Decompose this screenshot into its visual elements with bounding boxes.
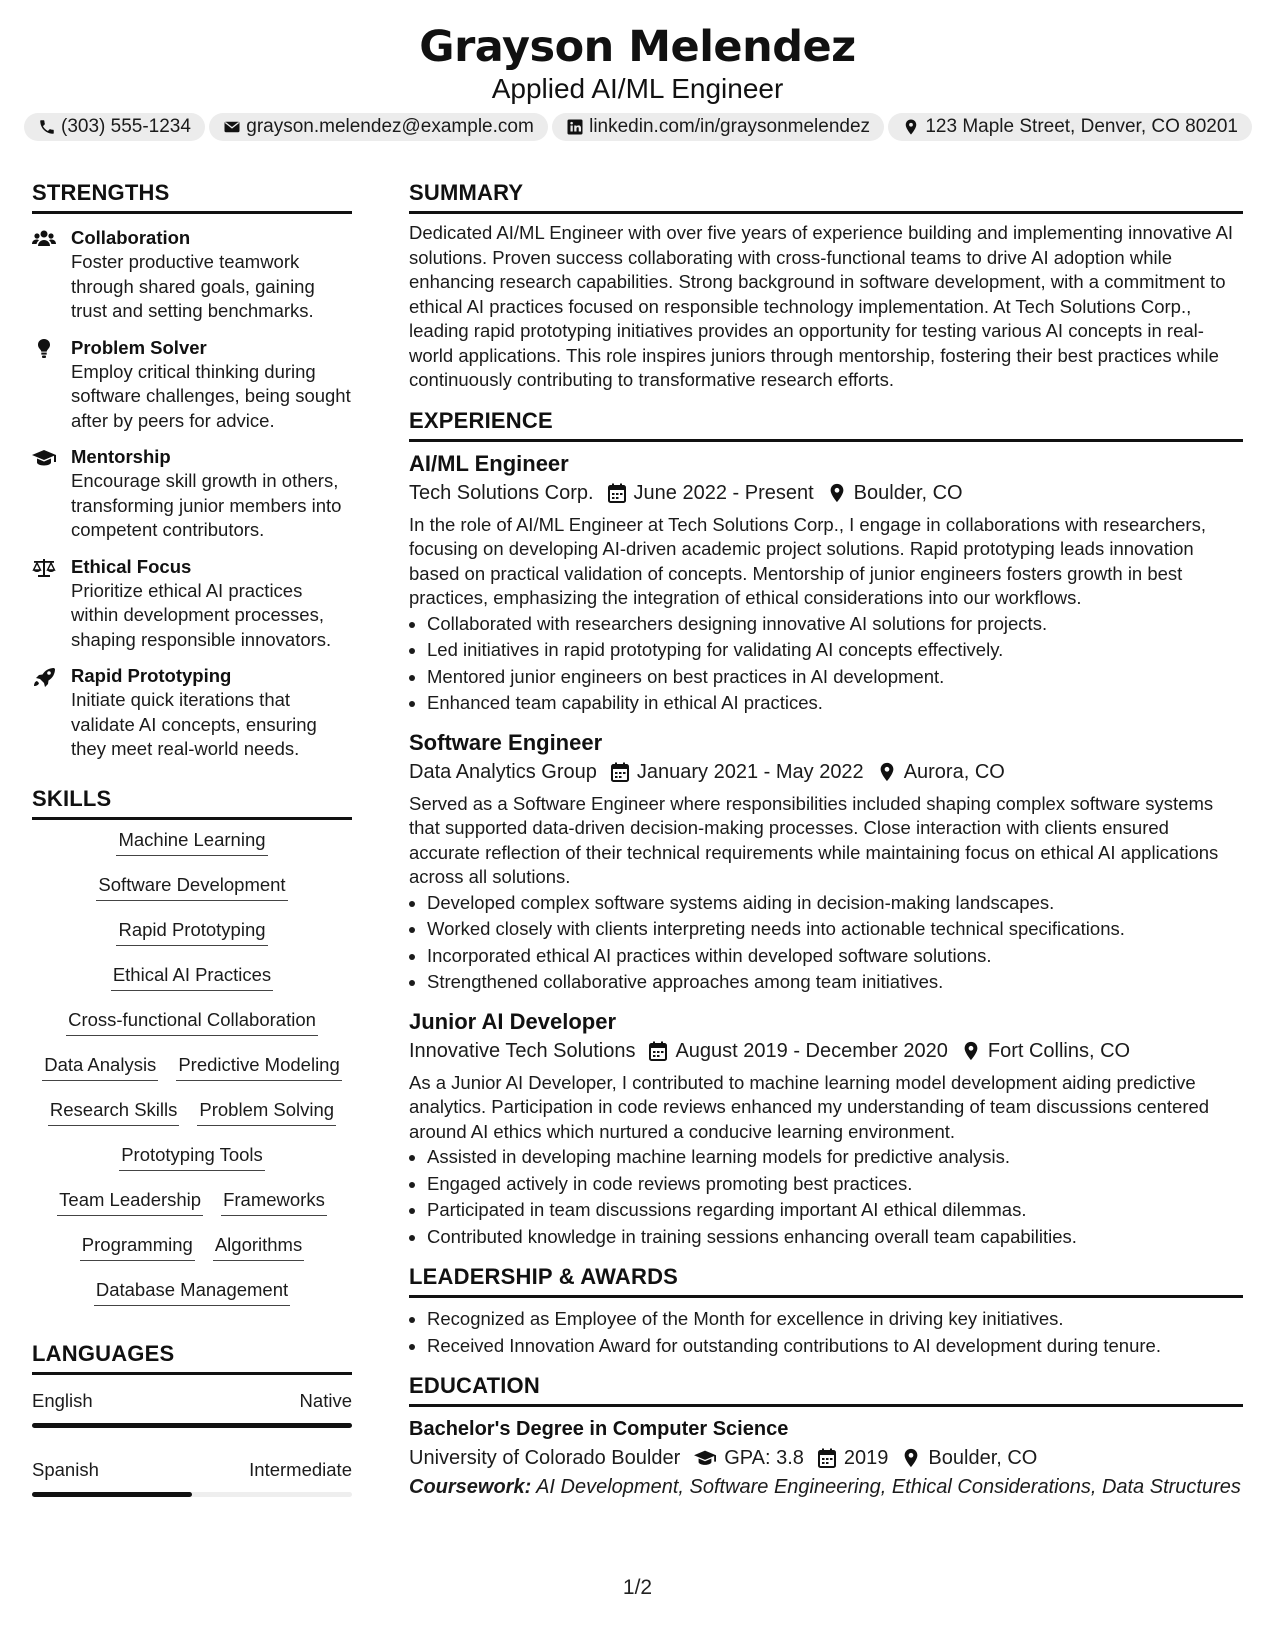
language-bar (32, 1492, 352, 1497)
job-bullets (409, 1144, 1243, 1250)
job-dates: January 2021 - May 2022 (636, 760, 864, 783)
job-title: Junior AI Developer (409, 1008, 617, 1034)
list-item: • Contributed knowledge in training sessions enhancing overall team capabilities. (427, 1224, 1243, 1251)
strength-desc: Encourage skill growth in others, transforming junior members into competent contributors. (71, 470, 342, 540)
address-text: 123 Maple Street, Denver, CO 80201 (925, 116, 1238, 137)
job-entry (409, 1008, 1243, 1251)
list-item: • Collaborated with researchers designing innovative AI solutions for projects. (427, 611, 1243, 638)
list-item: • Led initiatives in rapid prototyping for validating AI concepts effectively. (427, 637, 1243, 664)
envelope-icon (223, 118, 241, 136)
job-title: AI/ML Engineer (409, 450, 569, 476)
job-company: Innovative Tech Solutions (409, 1039, 636, 1062)
graduation-cap-icon (694, 1448, 716, 1468)
left-column (32, 180, 352, 1497)
list-item: • Engaged actively in code reviews promoting best practices. (427, 1171, 1243, 1198)
degree-title: Bachelor's Degree in Computer Science (409, 1418, 789, 1440)
skill-tag: Cross-functional Collaboration (66, 1008, 318, 1036)
phone-icon (38, 118, 56, 136)
education-meta (409, 1443, 1243, 1473)
job-description: As a Junior AI Developer, I contributed to machine learning model development aiding predictive analytics. Participation in code reviews enhanced my understanding of team discussions centered around AI ethics which nurtured a conducive learning environment. (409, 1071, 1210, 1142)
job-description: In the role of AI/ML Engineer at Tech Solutions Corp., I engage in collaborations with researchers, focusing on developing AI-driven academic project solutions. Rapid prototyping leads innovation based on practical validation of concepts. Mentorship of junior engineers fosters growth in best practices, emphasizing the integration of ethical considerations into our workflows. (409, 513, 1206, 608)
linkedin-icon (566, 118, 584, 136)
skill-tag: Algorithms (213, 1233, 304, 1261)
job-meta (409, 478, 1243, 508)
skill-tag: Predictive Modeling (176, 1053, 341, 1081)
graduation-year: 2019 (843, 1447, 889, 1469)
language-level: Native (299, 1389, 352, 1411)
map-pin-icon (878, 762, 896, 782)
school-name: University of Colorado Boulder (409, 1447, 681, 1469)
job-location: Boulder, CO (853, 481, 963, 504)
list-item: • Worked closely with clients interpreting needs into actionable technical specifications. (427, 916, 1243, 943)
strength-item (32, 555, 352, 653)
job-bullets (409, 890, 1243, 996)
job-entry (409, 729, 1243, 996)
language-level: Intermediate (249, 1458, 352, 1480)
job-meta (409, 757, 1243, 787)
skill-tag: Data Analysis (42, 1053, 158, 1081)
skill-tag: Machine Learning (116, 828, 267, 856)
calendar-icon (608, 483, 626, 503)
candidate-role: Applied AI/ML Engineer (491, 73, 784, 104)
phone-pill[interactable] (24, 113, 205, 141)
strength-item (32, 445, 352, 543)
strength-item (32, 336, 352, 434)
calendar-icon (649, 1041, 667, 1061)
contact-bar (24, 113, 1252, 141)
language-item (32, 1389, 352, 1428)
page-number: 1/2 (622, 1576, 653, 1599)
job-entry (409, 450, 1243, 717)
leadership-heading: LEADERSHIP & AWARDS (409, 1264, 1243, 1298)
language-name: English (32, 1389, 93, 1411)
school-location: Boulder, CO (928, 1447, 1038, 1469)
strength-desc: Prioritize ethical AI practices within development processes, shaping responsible innovators. (71, 579, 332, 650)
list-item: • Assisted in developing machine learning models for predictive analysis. (427, 1144, 1243, 1171)
strength-title: Problem Solver (71, 336, 207, 358)
job-dates: August 2019 - December 2020 (675, 1039, 948, 1062)
strength-title: Mentorship (71, 446, 171, 467)
strengths-heading: STRENGTHS (32, 180, 352, 214)
lightbulb-icon (32, 339, 56, 359)
map-pin-icon (902, 118, 920, 136)
calendar-icon (611, 762, 629, 782)
map-pin-icon (902, 1448, 920, 1468)
calendar-icon (818, 1448, 836, 1468)
list-item: • Participated in team discussions regarding important AI ethical dilemmas. (427, 1197, 1243, 1224)
gpa: GPA: 3.8 (724, 1447, 804, 1469)
skill-tag: Software Development (96, 873, 287, 901)
language-bar-fill (32, 1423, 352, 1428)
email-pill[interactable] (209, 113, 548, 141)
leadership-bullets (409, 1306, 1243, 1359)
strength-desc: Initiate quick iterations that validate AI concepts, ensuring they meet real-world needs. (71, 689, 317, 759)
rocket-icon (32, 667, 56, 687)
map-pin-icon (962, 1041, 980, 1061)
strength-desc: Foster productive teamwork through shared goals, gaining trust and setting benchmarks. (71, 251, 315, 321)
list-item: • Mentored junior engineers on best practices in AI development. (427, 664, 1243, 691)
job-location: Aurora, CO (903, 760, 1005, 783)
skill-tag: Prototyping Tools (119, 1143, 265, 1171)
language-name: Spanish (32, 1458, 99, 1480)
scale-icon (32, 558, 56, 578)
job-dates: June 2022 - Present (633, 481, 814, 504)
list-item: • Strengthened collaborative approaches among team initiatives. (427, 969, 1243, 996)
skill-tag: Research Skills (48, 1098, 180, 1126)
list-item: • Recognized as Employee of the Month for excellence in driving key initiatives. (427, 1306, 1243, 1333)
coursework (409, 1473, 1243, 1501)
strength-title: Collaboration (71, 227, 191, 248)
strength-title: Ethical Focus (71, 555, 192, 577)
linkedin-text: linkedin.com/in/graysonmelendez (589, 116, 871, 137)
coursework-list: AI Development, Software Engineering, Ethical Considerations, Data Structures (536, 1476, 1241, 1498)
candidate-name: Grayson Melendez (419, 22, 856, 72)
skill-tag: Team Leadership (57, 1188, 203, 1216)
language-bar (32, 1423, 352, 1428)
experience-heading: EXPERIENCE (409, 408, 1243, 442)
job-location: Fort Collins, CO (987, 1039, 1131, 1062)
address-pill[interactable] (888, 113, 1252, 141)
job-meta (409, 1036, 1243, 1066)
strength-item (32, 226, 352, 324)
linkedin-pill[interactable] (552, 113, 884, 141)
users-icon (32, 229, 56, 249)
list-item: • Incorporated ethical AI practices within developed software solutions. (427, 943, 1243, 970)
job-company: Data Analytics Group (409, 760, 597, 783)
list-item: • Enhanced team capability in ethical AI practices. (427, 690, 1243, 717)
job-description: Served as a Software Engineer where responsibilities included shaping complex software systems that supported data-driven decision-making processes. Close interaction with clients ensured accurate reflection of their technical requirements while maintaining focus on ethical AI applications across all solutions. (409, 792, 1219, 887)
languages-heading: LANGUAGES (32, 1341, 352, 1375)
graduation-cap-icon (32, 448, 56, 468)
email-text: grayson.melendez@example.com (246, 116, 534, 137)
strength-item (32, 664, 352, 762)
summary-heading: SUMMARY (409, 180, 1243, 214)
skill-tag: Problem Solving (197, 1098, 336, 1126)
strength-title: Rapid Prototyping (71, 665, 232, 686)
summary-text: Dedicated AI/ML Engineer with over five years of experience building and implementing innovative AI solutions. Proven success collaborating with cross-functional teams to drive AI adoption while enhancing research capabilities. Strong background in software development, with a commitment to ethical AI practices focused on responsible technology implementation. At Tech Solutions Corp., leading rapid prototyping initiatives provides an opportunity for testing various AI concepts in real-world applications. This role inspires juniors through mentorship, fostering their best practices while continuously contributing to transformative research efforts. (409, 222, 1234, 390)
list-item: • Received Innovation Award for outstanding contributions to AI development during tenure. (427, 1333, 1243, 1360)
skill-tag: Programming (80, 1233, 195, 1261)
skills-heading: SKILLS (32, 786, 352, 820)
skill-tag: Database Management (94, 1278, 290, 1306)
language-item (32, 1458, 352, 1497)
right-column (409, 180, 1243, 1501)
map-pin-icon (828, 483, 846, 503)
skills-list (32, 820, 352, 1323)
job-company: Tech Solutions Corp. (409, 481, 594, 504)
skill-tag: Frameworks (221, 1188, 327, 1216)
skill-tag: Ethical AI Practices (111, 963, 273, 991)
language-bar-fill (32, 1492, 192, 1497)
coursework-label: Coursework: (409, 1476, 532, 1498)
list-item: • Developed complex software systems aiding in decision-making landscapes. (427, 890, 1243, 917)
skill-tag: Rapid Prototyping (116, 918, 267, 946)
phone-text: (303) 555-1234 (61, 116, 191, 137)
job-bullets (409, 611, 1243, 717)
job-title: Software Engineer (409, 729, 603, 755)
education-heading: EDUCATION (409, 1373, 1243, 1407)
strength-desc: Employ critical thinking during software challenges, being sought after by peers for advice. (71, 360, 351, 431)
